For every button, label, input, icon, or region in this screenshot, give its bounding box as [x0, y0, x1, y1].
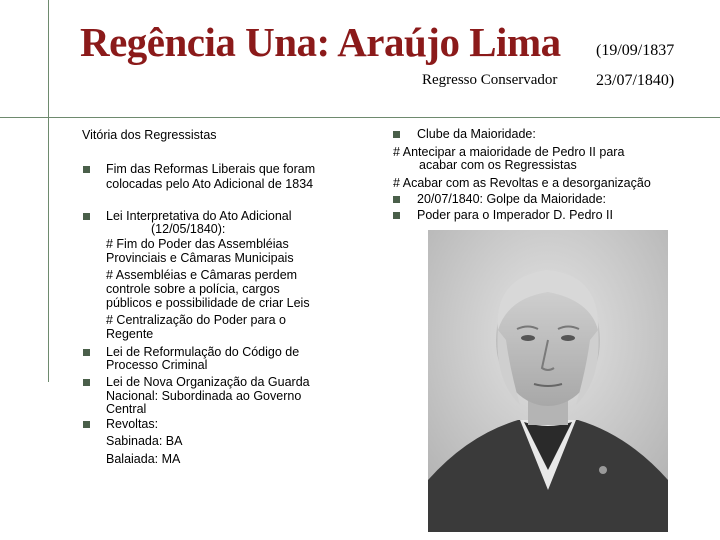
bullet-marker: [83, 166, 90, 173]
bullet-text: # Centralização do Poder para o: [106, 313, 286, 327]
bullet-text: Lei Interpretativa do Ato Adicional: [106, 209, 292, 223]
vertical-rule: [48, 0, 49, 382]
right-text: 20/07/1840: Golpe da Maioridade:: [417, 192, 607, 206]
right-text: Poder para o Imperador D. Pedro II: [417, 208, 613, 222]
right-text: acabar com os Regressistas: [419, 158, 577, 172]
bullet-text: Fim das Reformas Liberais que foram: [106, 162, 316, 176]
bullet-marker: [393, 212, 400, 219]
bullet-text: Regente: [106, 327, 154, 341]
bullet-marker: [83, 379, 90, 386]
bullet-marker: [393, 196, 400, 203]
right-text: # Acabar com as Revoltas e a desorganização: [393, 176, 651, 190]
bullet-marker: [83, 349, 90, 356]
bullet-text: Lei de Nova Organização da Guarda: [106, 375, 310, 389]
bullet-text: controle sobre a polícia, cargos: [106, 282, 280, 296]
bullet-text: Revoltas:: [106, 417, 159, 431]
bullet-marker: [83, 213, 90, 220]
left-heading: Vitória dos Regressistas: [82, 128, 217, 142]
title-end-date: 23/07/1840): [596, 72, 675, 89]
bullet-text: # Fim do Poder das Assembléias: [106, 237, 289, 251]
bullet-marker: [83, 421, 90, 428]
right-text: Clube da Maioridade:: [417, 127, 536, 141]
right-text: # Antecipar a maioridade de Pedro II para: [393, 145, 625, 159]
bullet-marker: [393, 131, 400, 138]
bullet-text: Provinciais e Câmaras Municipais: [106, 251, 294, 265]
bullet-text: Balaiada: MA: [106, 452, 181, 466]
horizontal-rule: [0, 117, 720, 118]
title-start-date: (19/09/1837: [596, 42, 675, 59]
bullet-text: colocadas pelo Ato Adicional de 1834: [106, 177, 314, 191]
bullet-text: Lei de Reformulação do Código de: [106, 345, 300, 359]
bullet-text: # Assembléias e Câmaras perdem: [106, 268, 298, 282]
slide-subtitle: Regresso Conservador: [422, 72, 558, 88]
slide-title: Regência Una: Araújo Lima: [80, 19, 561, 65]
bullet-text: Sabinada: BA: [106, 434, 183, 448]
bullet-text: (12/05/1840):: [151, 222, 226, 236]
portrait-photo: [428, 230, 668, 532]
bullet-text: Central: [106, 402, 147, 416]
bullet-text: Processo Criminal: [106, 358, 208, 372]
bullet-text: Nacional: Subordinada ao Governo: [106, 389, 302, 403]
bullet-text: públicos e possibilidade de criar Leis: [106, 296, 310, 310]
